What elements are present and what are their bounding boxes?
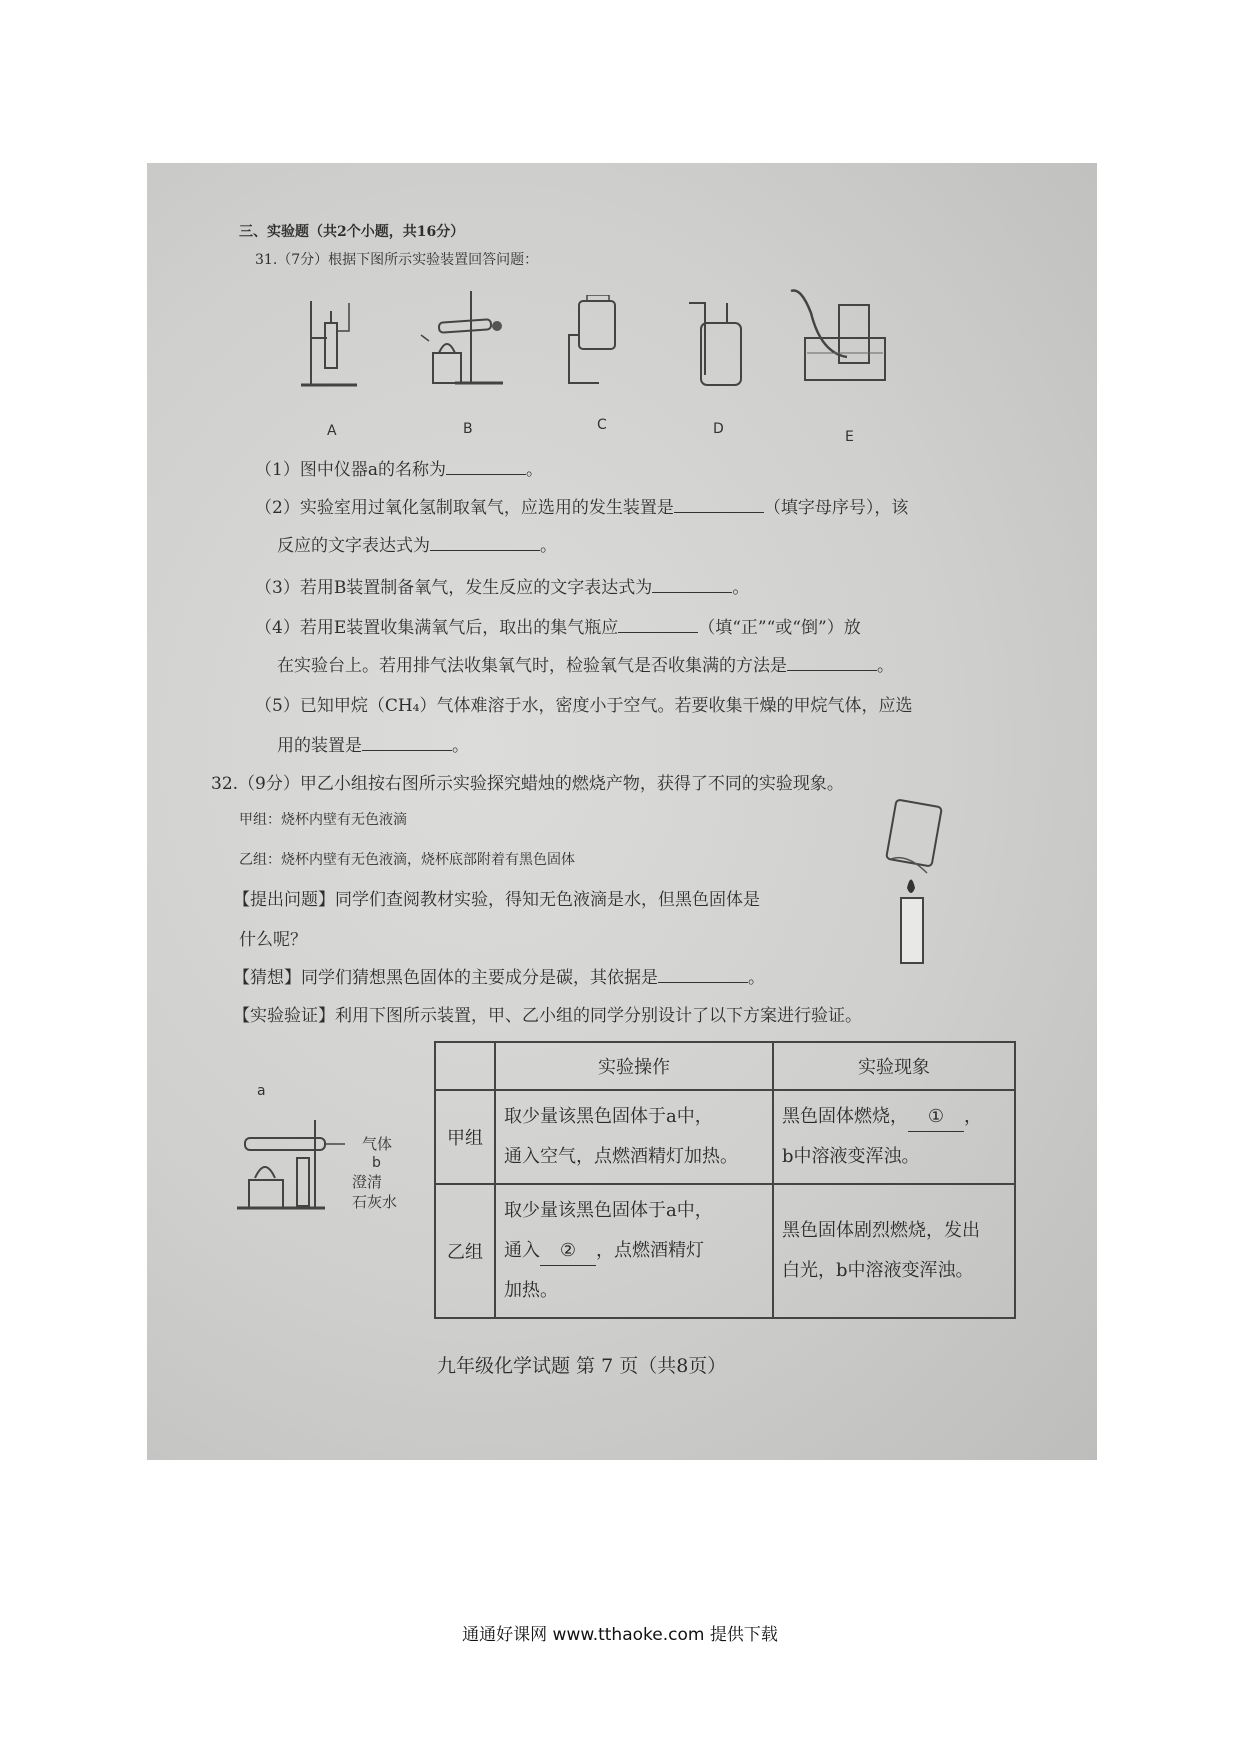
q31-item-4b-tail: 。 — [877, 656, 894, 676]
table-row — [435, 1090, 1015, 1184]
exam-page-photo — [147, 163, 1097, 1460]
q32-verify: 【实验验证】利用下图所示装置，甲、乙小组的同学分别设计了以下方案进行验证。 — [233, 1006, 862, 1026]
group-b-op-line1: 取少量该黑色固体于a中， — [504, 1200, 713, 1221]
blank-mark-2: ② — [559, 1240, 577, 1261]
q31-item-2-tail: （填字母序号），该 — [763, 498, 909, 518]
group-a-op-line2: 通入空气，点燃酒精灯加热。 — [504, 1146, 738, 1167]
group-a-cell: 甲组 — [435, 1090, 495, 1184]
q32-group-b-observation: 乙组：烧杯内壁有无色液滴，烧杯底部附着有黑色固体 — [239, 852, 575, 868]
experiment-table — [434, 1041, 1016, 1319]
q31-item-2b — [277, 531, 557, 556]
q31-item-2-text: （2）实验室用过氧化氢制取氧气，应选用的发生装置是 — [255, 498, 674, 518]
q32-question-2: 什么呢？ — [239, 930, 307, 950]
q31-item-1-text: （1）图中仪器a的名称为 — [255, 460, 446, 480]
q31-item-3 — [255, 573, 749, 598]
group-a-ph-line2: b中溶液变浑浊。 — [782, 1146, 920, 1167]
blank-mark-1: ① — [927, 1106, 945, 1127]
q32-group-a-observation: 甲组：烧杯内壁有无色液滴 — [239, 812, 407, 828]
answer-blank[interactable] — [362, 736, 452, 751]
q31-item-4b-text: 在实验台上。若用排气法收集氧气时，检验氧气是否收集满的方法是 — [277, 656, 787, 676]
group-b-cell: 乙组 — [435, 1184, 495, 1318]
q31-item-3-text: （3）若用B装置制备氧气，发生反应的文字表达式为 — [255, 578, 653, 598]
table-row — [435, 1184, 1015, 1318]
apparatus-d-diagram — [687, 295, 757, 390]
q31-stem: 31.（7分）根据下图所示实验装置回答问题： — [255, 252, 539, 268]
page-footer: 九年级化学试题 第 7 页（共8页） — [437, 1355, 727, 1377]
table-header-phenomenon: 实验现象 — [773, 1042, 1015, 1090]
group-a-operation — [495, 1090, 773, 1184]
group-b-ph-line1: 黑色固体剧烈燃烧，发出 — [782, 1220, 980, 1241]
apparatus-e-diagram — [787, 283, 897, 388]
label-gas: 气体 — [362, 1135, 393, 1153]
q32-question-1: 【提出问题】同学们查阅教材实验，得知无色液滴是水，但黑色固体是 — [233, 890, 760, 910]
q31-item-1 — [255, 455, 543, 480]
q31-item-4 — [255, 613, 861, 638]
answer-blank-2[interactable] — [540, 1241, 596, 1266]
q32-guess — [233, 963, 765, 988]
q31-item-5b-text: 用的装置是 — [277, 736, 362, 756]
group-a-op-line1: 取少量该黑色固体于a中， — [504, 1106, 713, 1127]
q32-guess-text: 【猜想】同学们猜想黑色固体的主要成分是碳，其依据是 — [233, 968, 658, 988]
label-a: a — [257, 1083, 266, 1099]
label-limewater: 石灰水 — [352, 1193, 398, 1211]
apparatus-b-diagram — [419, 283, 529, 393]
group-b-op-line2 — [504, 1231, 764, 1271]
table-header-row — [435, 1042, 1015, 1090]
group-b-op-text: 通入 — [504, 1240, 540, 1261]
candle-beaker-diagram — [877, 793, 957, 973]
q32-stem: 32.（9分）甲乙小组按右图所示实验探究蜡烛的燃烧产物，获得了不同的实验现象。 — [211, 774, 844, 794]
table-header-operation: 实验操作 — [495, 1042, 773, 1090]
answer-blank[interactable] — [618, 618, 698, 633]
answer-blank[interactable] — [787, 656, 877, 671]
q31-item-5b-tail: 。 — [452, 736, 469, 756]
q32-guess-tail: 。 — [748, 968, 765, 988]
answer-blank[interactable] — [652, 578, 732, 593]
group-a-phenomenon — [773, 1090, 1015, 1184]
q31-item-2b-text: 反应的文字表达式为 — [277, 536, 430, 556]
group-a-ph-line1 — [782, 1097, 1006, 1137]
apparatus-label-a: A — [327, 423, 337, 439]
q31-item-5: （5）已知甲烷（CH₄）气体难溶于水，密度小于空气。若要收集干燥的甲烷气体，应选 — [255, 696, 913, 716]
q31-item-4-text: （4）若用E装置收集满氧气后，取出的集气瓶应 — [255, 618, 619, 638]
apparatus-label-c: C — [597, 417, 607, 433]
q31-item-3-tail: 。 — [732, 578, 750, 598]
q31-item-2 — [255, 493, 908, 518]
apparatus-c-diagram — [565, 295, 635, 390]
answer-blank-1[interactable] — [908, 1107, 964, 1132]
group-b-op-line3: 加热。 — [504, 1280, 558, 1301]
group-b-operation — [495, 1184, 773, 1318]
label-b: b — [372, 1155, 381, 1171]
answer-blank[interactable] — [446, 460, 526, 475]
apparatus-label-b: B — [463, 421, 473, 437]
apparatus-a-diagram — [297, 293, 377, 393]
answer-blank[interactable] — [674, 498, 764, 513]
group-b-op-tail: ，点燃酒精灯 — [596, 1240, 704, 1261]
site-credit: 通通好课网 www.tthaoke.com 提供下载 — [462, 1625, 778, 1645]
answer-blank[interactable] — [430, 536, 540, 551]
q31-item-1-tail: 。 — [525, 460, 543, 480]
q31-item-5b — [277, 731, 469, 756]
answer-blank[interactable] — [658, 968, 748, 983]
group-b-phenomenon — [773, 1184, 1015, 1318]
table-corner-cell — [435, 1042, 495, 1090]
section-title: 三、实验题（共2个小题，共16分） — [239, 224, 465, 240]
apparatus-label-d: D — [713, 421, 724, 437]
combustion-apparatus-diagram — [235, 1108, 345, 1218]
label-clear: 澄清 — [352, 1173, 383, 1191]
q31-item-4-tail: （填“正”“或“倒”）放 — [698, 618, 861, 638]
group-a-ph-text: 黑色固体燃烧， — [782, 1106, 908, 1127]
q31-item-2b-tail: 。 — [540, 536, 557, 556]
apparatus-label-e: E — [845, 429, 854, 445]
q31-item-4b — [277, 651, 894, 676]
group-b-ph-line2: 白光，b中溶液变浑浊。 — [782, 1260, 974, 1281]
group-a-ph-tail: ， — [964, 1106, 982, 1127]
